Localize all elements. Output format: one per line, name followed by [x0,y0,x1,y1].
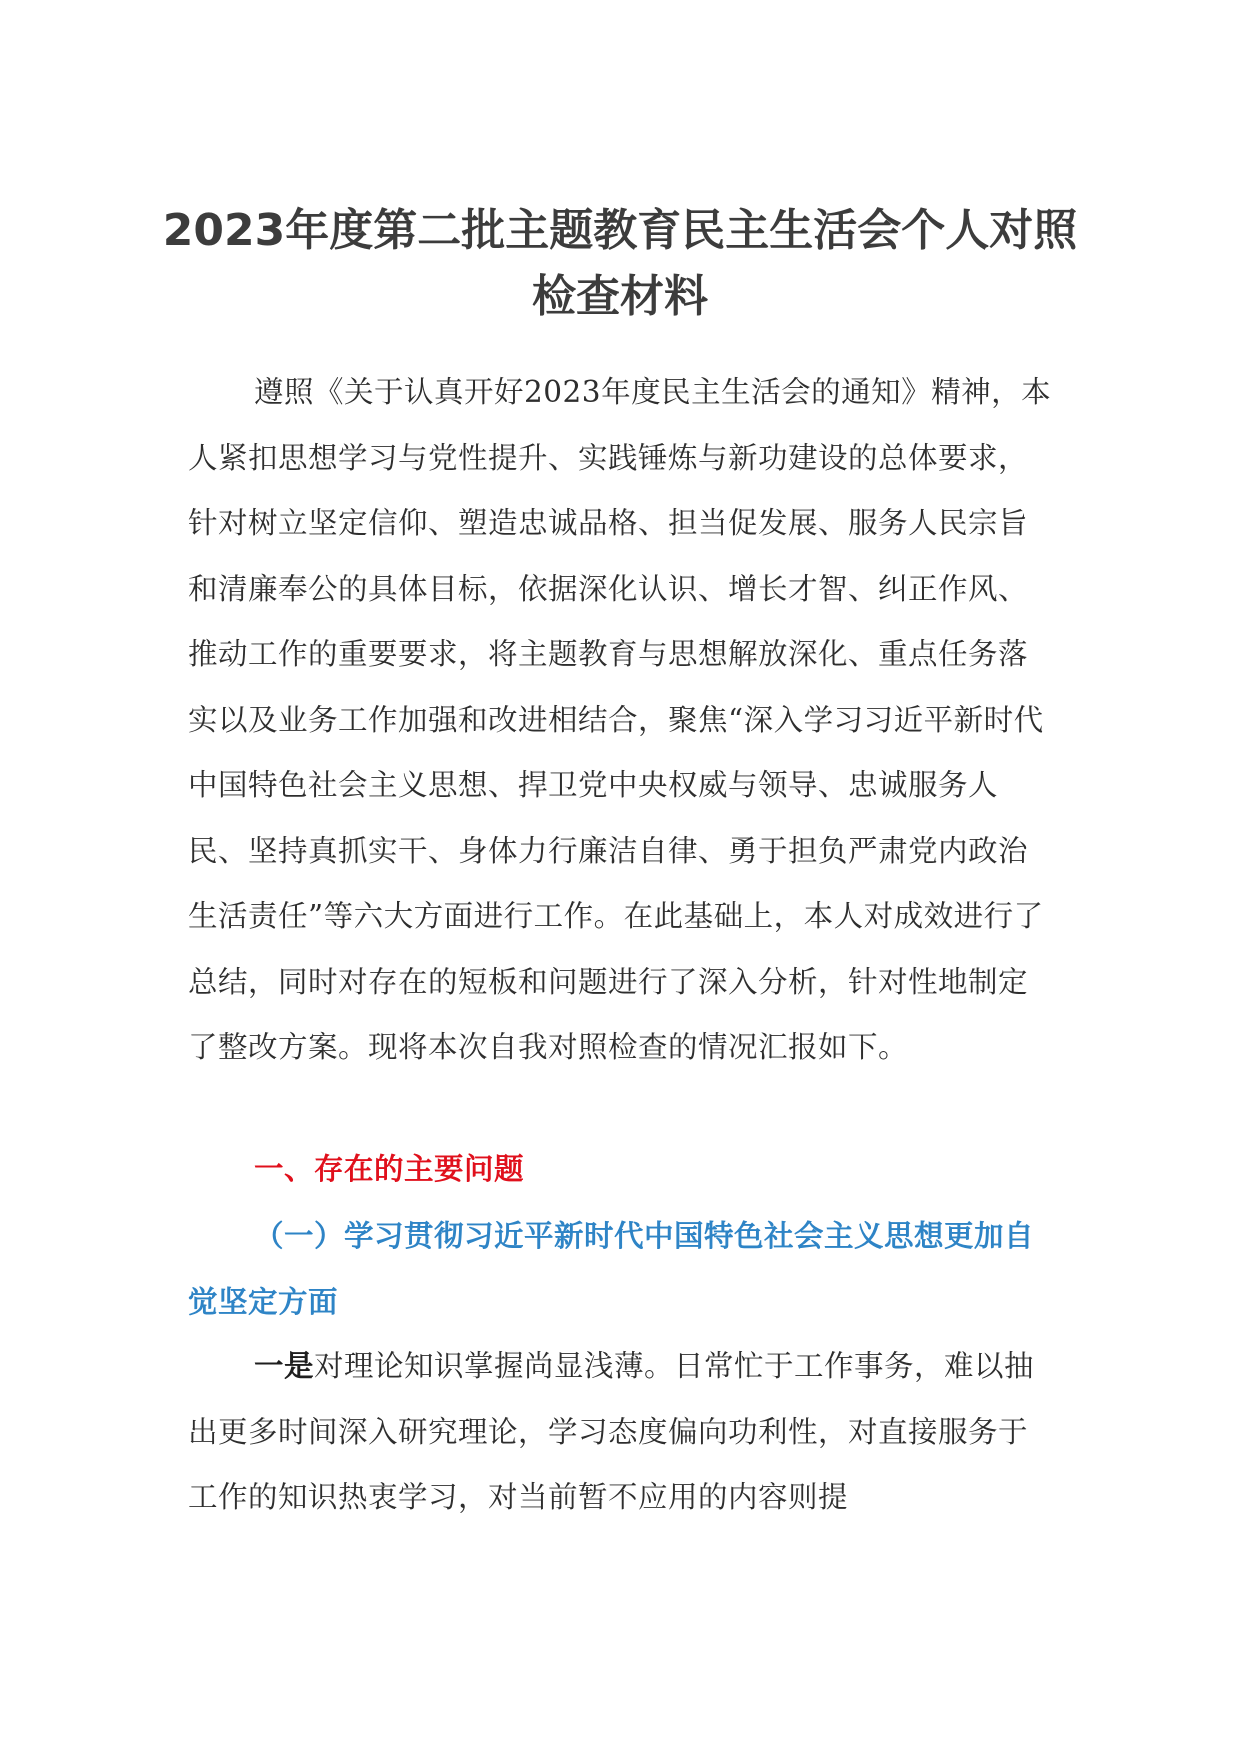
point-one-text: 对理论知识掌握尚显浅薄。日常忙于工作事务，难以抽出更多时间深入研究理论，学习态度偏向功利性，对直接服务于工作的知识热衷学习，对当前暂不应用的内容则提 [188,1349,1035,1514]
section-heading-main-problems: 一、存在的主要问题 [254,1152,525,1186]
point-one-lead: 一是 [254,1349,315,1383]
intro-paragraph: 遵照《关于认真开好2023年度民主生活会的通知》精神，本人紧扣思想学习与党性提升、实践锤炼与新功建设的总体要求，针对树立坚定信仰、塑造忠诚品格、担当促发展、服务人民宗旨和清廉奉公的具体目标，依据深化认识、增长才智、纠正作风、推动工作的重要要求，将主题教育与思想解放深化、重点任务落实以及业务工作加强和改进相结合，聚焦“深入学习习近平新时代中国特色社会主义思想、捍卫党中央权威与领导、忠诚服务人民、坚持真抓实干、身体力行廉洁自律、勇于担负严肃党内政治生活责任”等六大方面进行工作。在此基础上，本人对成效进行了总结，同时对存在的短板和问题进行了深入分析，针对性地制定了整改方案。现将本次自我对照检查的情况汇报如下。 [188,375,1052,1064]
subsection-heading-study: （一）学习贯彻习近平新时代中国特色社会主义思想更加自觉坚定方面 [188,1218,1035,1319]
point-one-paragraph [188,1334,1054,1531]
document-title: 2023年度第二批主题教育民主生活会个人对照检查材料 [162,205,1078,322]
